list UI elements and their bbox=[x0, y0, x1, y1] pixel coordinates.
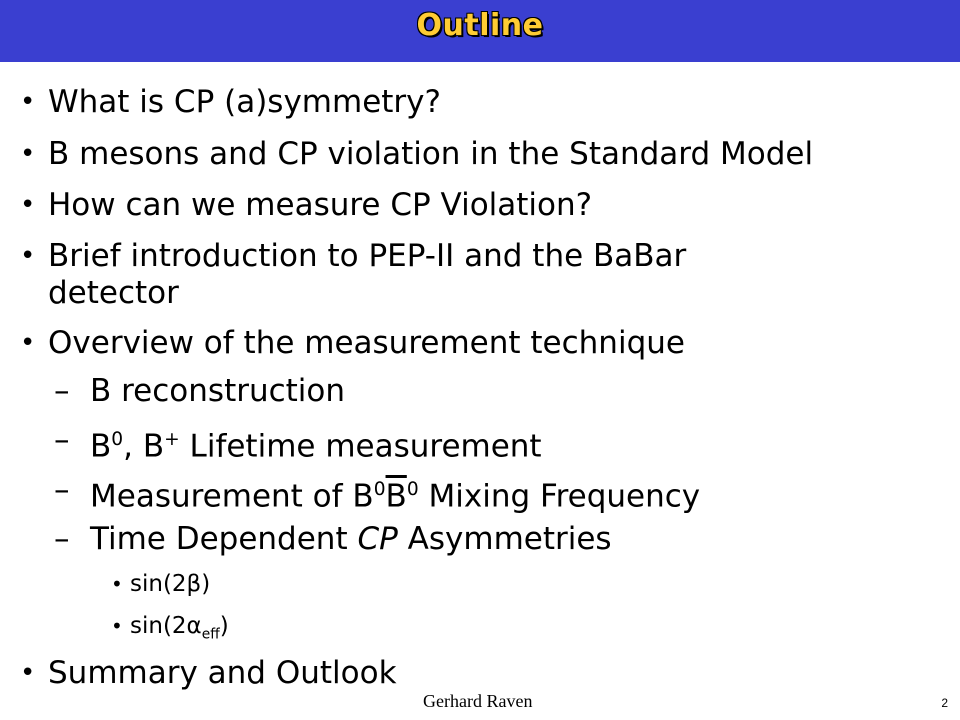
bullet-b-mesons bbox=[20, 136, 814, 172]
sub-text: Mixing Frequency bbox=[418, 478, 701, 515]
bullet-cp-symmetry bbox=[20, 84, 441, 120]
sub-text: Measurement of B bbox=[90, 478, 374, 515]
bullet-pep-ii bbox=[20, 238, 687, 274]
sub-mixing bbox=[54, 472, 701, 515]
sub-time-dependent-cp bbox=[54, 521, 612, 557]
bullet-text: How can we measure CP Violation? bbox=[48, 187, 593, 223]
bullet-text: detector bbox=[48, 275, 179, 311]
bullet-text: Summary and Outlook bbox=[48, 655, 397, 691]
subsub-text: ) bbox=[219, 613, 229, 639]
sub-text: B bbox=[90, 428, 112, 465]
sub-text: Asymmetries bbox=[397, 521, 612, 557]
sub-text: Time Dependent bbox=[90, 521, 358, 557]
slide-title: Outline bbox=[416, 8, 544, 43]
bullet-dot: • bbox=[111, 614, 123, 638]
subsub-sin2alpha bbox=[111, 612, 229, 649]
bullet-pep-ii-cont bbox=[48, 275, 179, 311]
bullet-dot: • bbox=[20, 190, 36, 220]
bullet-dot: • bbox=[20, 241, 36, 271]
b-bar: $\overline{B}$ bbox=[385, 478, 407, 515]
bullet-measure-cp bbox=[20, 187, 593, 223]
bullet-dot: • bbox=[20, 658, 36, 688]
subsub-sin2beta bbox=[111, 570, 211, 598]
subsub-text: sin(2α bbox=[130, 613, 202, 639]
bullet-summary bbox=[20, 655, 397, 691]
dash-marker: – bbox=[54, 422, 70, 458]
sub-b-reconstruction bbox=[54, 373, 346, 409]
bullet-text: Brief introduction to PEP-II and the BaBar bbox=[48, 238, 687, 274]
superscript: + bbox=[164, 429, 180, 450]
superscript: 0 bbox=[406, 479, 419, 500]
page-number: 2 bbox=[941, 696, 948, 710]
dash-marker: – bbox=[54, 373, 70, 409]
sub-text: Lifetime measurement bbox=[179, 428, 542, 465]
bullet-text: Overview of the measurement technique bbox=[48, 325, 685, 361]
bullet-text: B mesons and CP violation in the Standard Model bbox=[48, 136, 814, 172]
footer-author: Gerhard Raven bbox=[423, 691, 533, 711]
bullet-text: What is CP (a)symmetry? bbox=[48, 84, 441, 120]
bullet-dot: • bbox=[20, 139, 36, 169]
superscript: 0 bbox=[373, 479, 386, 500]
subscript: eff bbox=[201, 626, 220, 643]
sub-text: B reconstruction bbox=[90, 373, 346, 409]
bullet-dot: • bbox=[111, 572, 123, 596]
bullet-dot: • bbox=[20, 328, 36, 358]
bullet-dot: • bbox=[20, 87, 36, 117]
sub-lifetime bbox=[54, 422, 542, 465]
dash-marker: – bbox=[54, 521, 70, 557]
subsub-text: sin(2β) bbox=[130, 571, 211, 597]
bullet-overview bbox=[20, 325, 685, 361]
sub-text-italic: CP bbox=[357, 521, 398, 557]
sub-text: , B bbox=[123, 428, 165, 465]
superscript: 0 bbox=[111, 429, 124, 450]
dash-marker: – bbox=[54, 472, 70, 508]
